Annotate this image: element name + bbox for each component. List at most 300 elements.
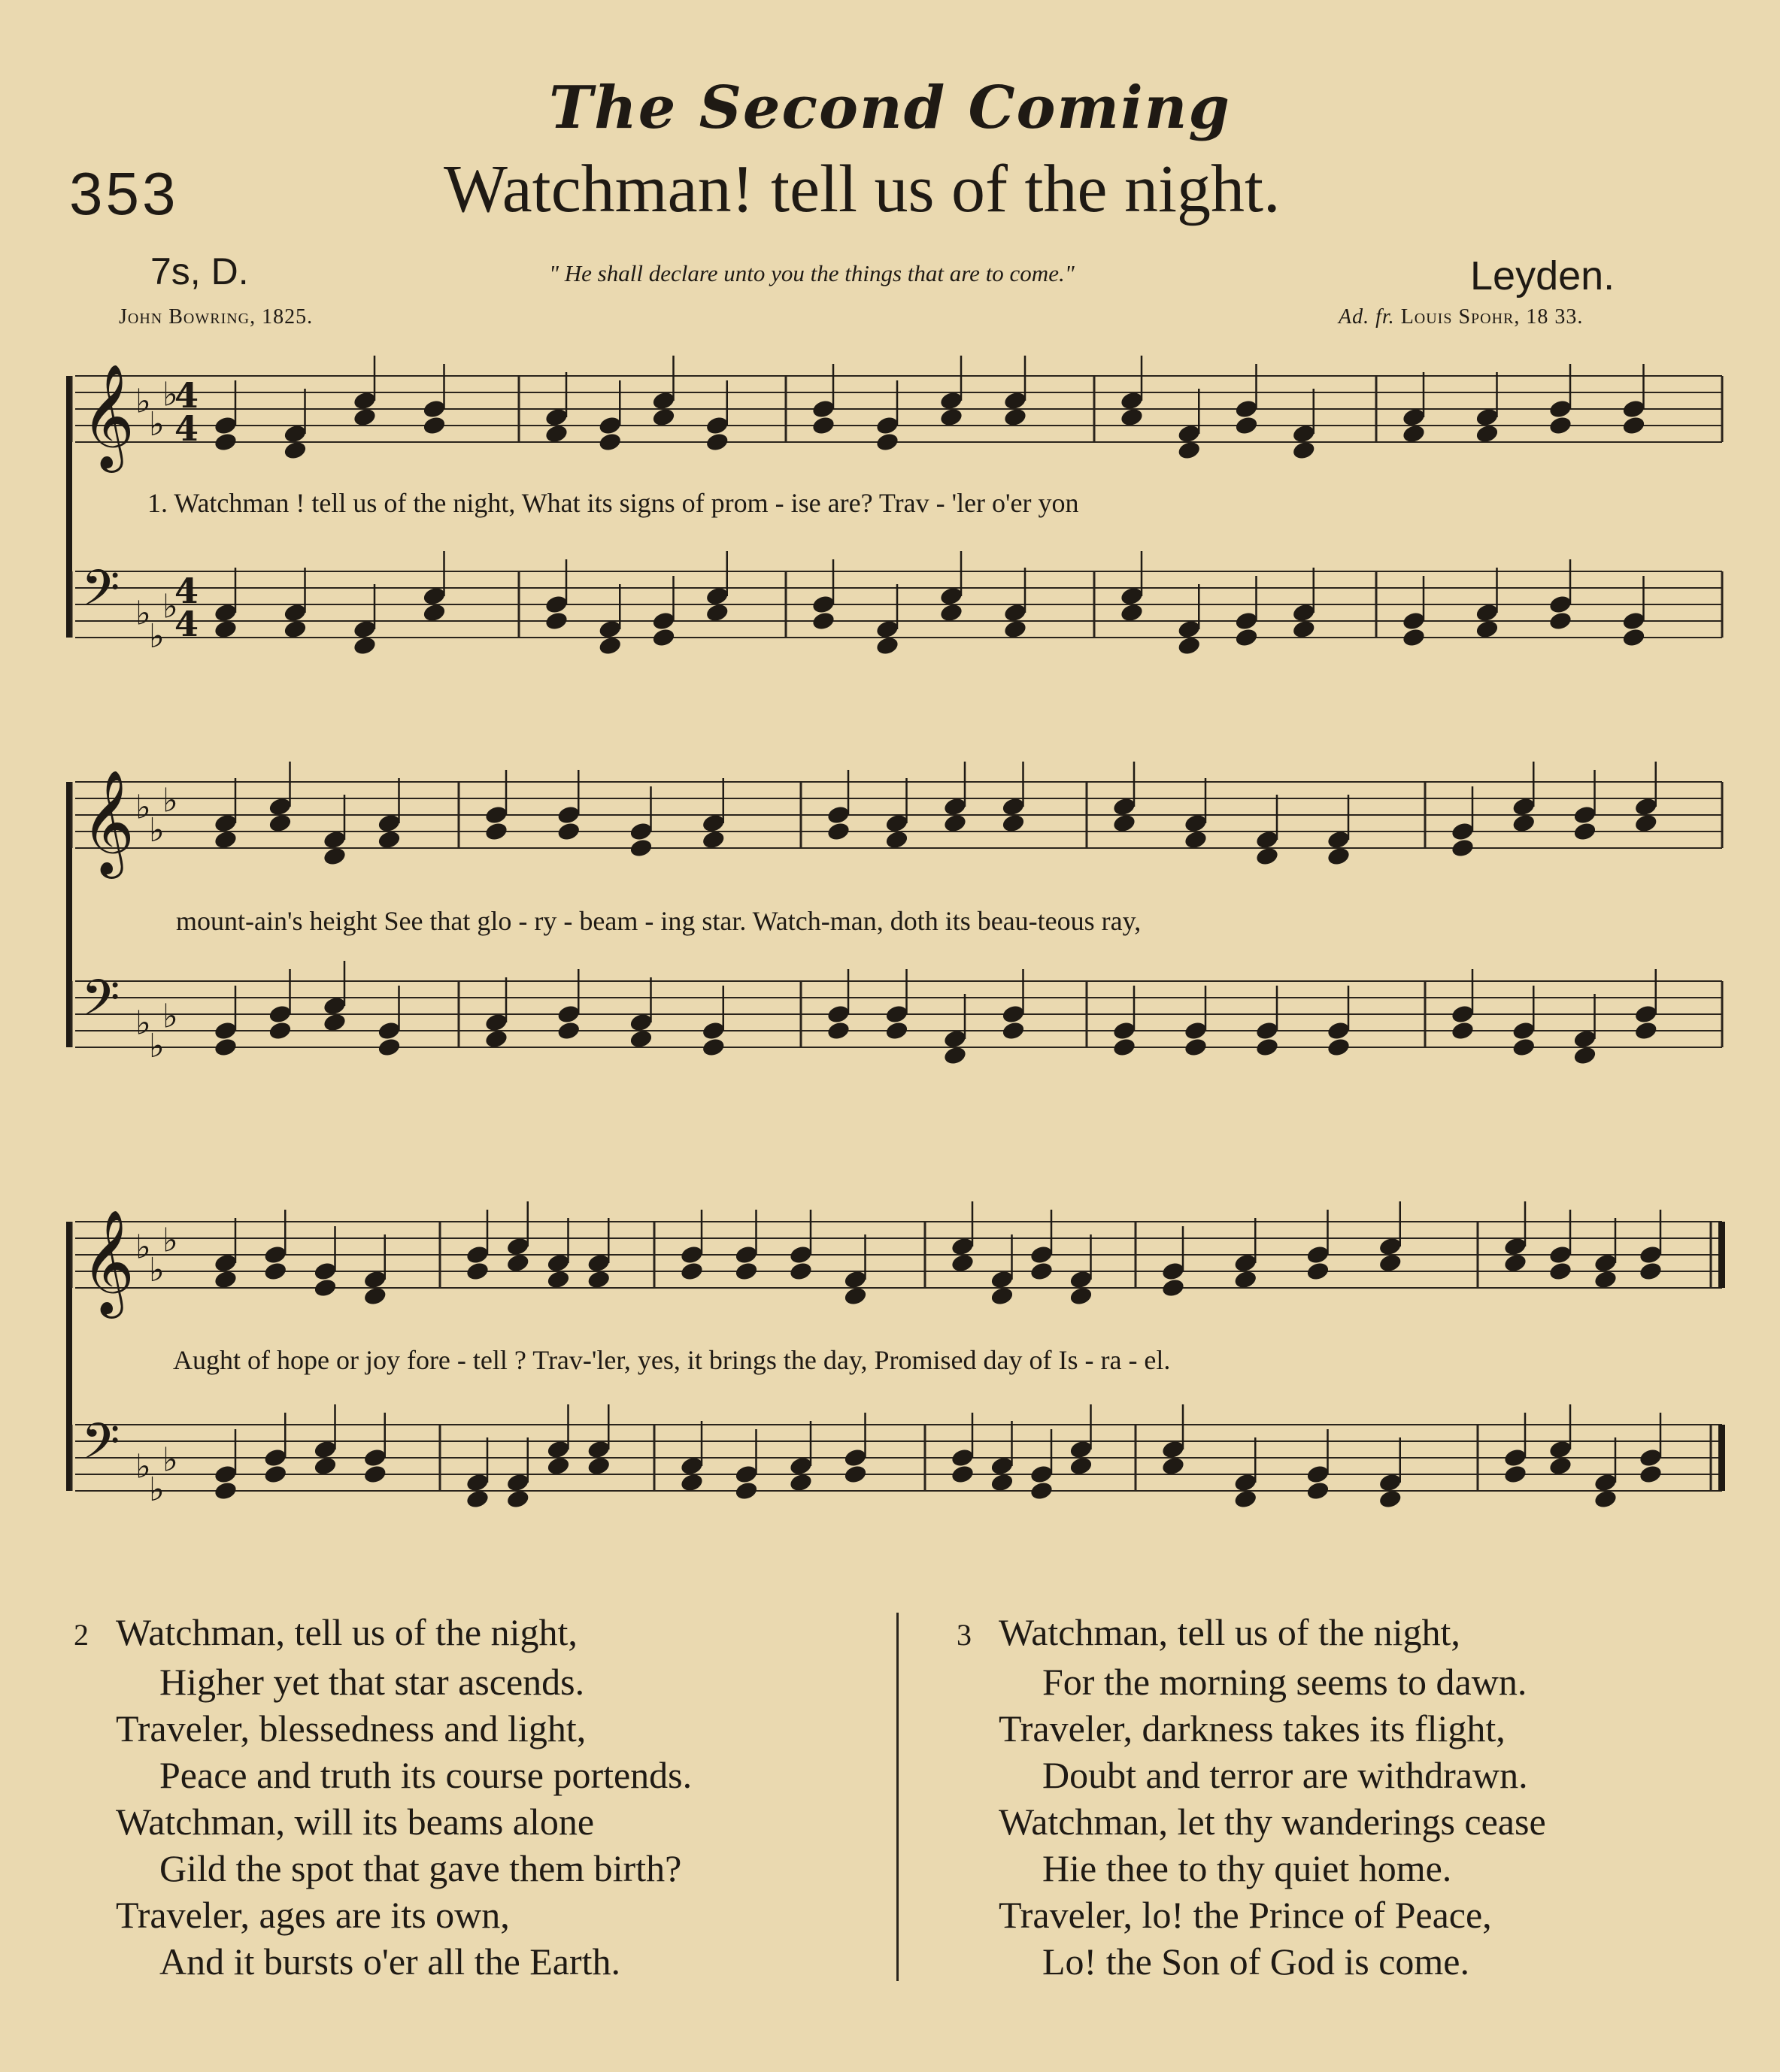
note-head [546,1456,571,1477]
verse-3-line-8: Lo! the Son of God is come. [1042,1940,1469,1983]
note-head [1621,627,1646,648]
note-head [1160,1277,1185,1298]
note-head [1160,1439,1185,1460]
note-head [651,610,676,632]
note-head [322,829,347,850]
note-head [1621,415,1646,436]
note-head [1177,423,1202,444]
note-head [1548,594,1572,615]
composer-prefix: Ad. fr. [1339,305,1395,329]
final-bar-line [1718,1222,1725,1288]
note-head [1111,1020,1136,1041]
verse-2-line-6: Gild the spot that gave them birth? [159,1847,682,1889]
note-head [651,390,676,411]
flat-icon: ♭ [162,1221,178,1260]
note-head [263,1464,288,1485]
note-head [213,432,238,453]
note-head [213,1480,238,1501]
note-head [1001,1020,1026,1041]
note-head [1401,627,1426,648]
note-head [1002,390,1027,411]
note-head [505,1472,530,1493]
note-head [1572,821,1597,842]
note-head [1512,1037,1536,1058]
note-head [1503,1236,1527,1257]
tune-name: Leyden. [1470,253,1615,298]
verse-3-line-1: 3 Watchman, tell us of the night, [957,1609,1546,1659]
note-head [484,1012,508,1033]
note-head [283,440,308,461]
note-head [939,390,963,411]
flat-icon: ♭ [135,788,151,827]
flat-icon: ♭ [162,587,178,626]
flat-icon: ♭ [149,811,165,850]
note-head [544,407,569,428]
note-head [1593,1269,1618,1290]
note-head [990,1456,1014,1477]
note-head [1450,1020,1475,1041]
note-head [1111,813,1136,834]
verse-divider [896,1613,899,1981]
note-head [556,1004,581,1025]
note-head [1633,813,1658,834]
note-head [1233,1472,1258,1493]
note-head [1633,796,1658,817]
hymn-number: 353 [69,160,179,227]
note-head [362,1447,387,1468]
note-head [544,423,569,444]
note-head [1621,610,1646,632]
verse-3-line-7: Traveler, lo! the Prince of Peace, [999,1894,1492,1936]
note-head [843,1464,868,1485]
note-head [1234,398,1259,420]
verse-2-line-4: Peace and truth its course portends. [159,1754,693,1796]
note-head [268,1004,293,1025]
note-head [942,813,967,834]
note-head [1183,1020,1208,1041]
note-head [811,398,835,420]
note-head [484,821,508,842]
final-bar-line [1718,1425,1725,1491]
note-head [213,1253,238,1274]
note-head [875,635,899,656]
note-head [875,432,899,453]
verse-3-line-5: Watchman, let thy wanderings cease [999,1801,1546,1843]
note-head [1378,1472,1402,1493]
note-head [1638,1261,1663,1282]
note-head [651,627,676,648]
note-head [1638,1244,1663,1265]
note-head [826,821,851,842]
note-head [1378,1236,1402,1257]
note-head [263,1244,288,1265]
note-head [1572,804,1597,825]
note-head [213,1020,238,1041]
note-head [705,586,729,607]
note-head [843,1269,868,1290]
note-head [1512,796,1536,817]
note-head [884,1020,909,1041]
note-head [734,1244,759,1265]
note-head [843,1286,868,1307]
note-head [362,1286,387,1307]
note-head [213,619,238,640]
note-head [352,407,377,428]
note-head [362,1464,387,1485]
note-head [679,1244,704,1265]
note-head [1177,635,1202,656]
note-head [1291,423,1316,444]
verse-2-line-7: Traveler, ages are its own, [116,1894,510,1936]
note-head [313,1439,338,1460]
note-head [283,602,308,623]
verse-2-line-2: Higher yet that star ascends. [159,1661,585,1703]
note-head [884,829,909,850]
flat-icon: ♭ [162,997,178,1036]
system-1-lyrics: 1. Watchman ! tell us of the night, What its signs of prom - ise are? Trav - 'ler o'er yon [147,488,1079,518]
note-head [1593,1489,1618,1510]
note-head [213,602,238,623]
note-head [313,1456,338,1477]
note-head [422,415,447,436]
music-system-3 [0,1192,1780,1568]
note-head [1633,1004,1658,1025]
note-head [1254,829,1279,850]
note-head [322,995,347,1016]
note-head [701,1020,726,1041]
note-head [734,1480,759,1501]
note-head [1291,619,1316,640]
note-head [1233,1269,1258,1290]
note-head [598,619,623,640]
note-head [1029,1480,1054,1501]
note-head [587,1269,611,1290]
note-head [1234,610,1259,632]
composer-name: Louis Spohr, 18 33. [1400,305,1584,329]
note-head [1029,1261,1054,1282]
note-head [843,1447,868,1468]
note-head [1069,1439,1093,1460]
note-head [263,1447,288,1468]
flat-icon: ♭ [135,1228,151,1267]
note-head [1572,1045,1597,1066]
note-head [213,813,238,834]
note-head [283,423,308,444]
note-head [1001,1004,1026,1025]
time-signature-top: 4 [174,375,199,416]
note-head [1475,423,1500,444]
note-head [942,796,967,817]
note-head [1001,796,1026,817]
note-head [1234,415,1259,436]
note-head [1401,407,1426,428]
note-head [939,407,963,428]
note-head [1475,407,1500,428]
note-head [505,1489,530,1510]
epigraph: " He shall declare unto you the things that are to come." [549,260,1075,286]
note-head [875,619,899,640]
note-head [942,1045,967,1066]
note-head [811,594,835,615]
note-head [875,415,899,436]
note-head [484,1028,508,1050]
note-head [263,1261,288,1282]
note-head [1069,1456,1093,1477]
note-head [1119,390,1144,411]
time-signature-bottom: 4 [174,408,199,449]
note-head [465,1261,490,1282]
note-head [990,1472,1014,1493]
note-head [556,1020,581,1041]
note-head [629,821,653,842]
time-signature-top: 4 [174,571,199,611]
note-head [1401,423,1426,444]
note-head [1450,838,1475,859]
note-head [1548,610,1572,632]
note-head [1548,415,1572,436]
note-head [1593,1472,1618,1493]
note-head [1254,846,1279,867]
note-head [1069,1286,1093,1307]
note-head [826,1004,851,1025]
note-head [1183,813,1208,834]
note-head [1111,1037,1136,1058]
note-head [1548,1244,1572,1265]
flat-icon: ♭ [149,405,165,444]
note-head [1111,796,1136,817]
note-head [811,415,835,436]
note-head [1254,1020,1279,1041]
note-head [484,804,508,825]
note-head [544,594,569,615]
system-3-lyrics: Aught of hope or joy fore - tell ? Trav-'ler, yes, it brings the day, Promised day of Is - ra - el. [173,1345,1171,1375]
note-head [990,1269,1014,1290]
note-head [705,432,729,453]
flat-icon: ♭ [149,1471,165,1510]
treble-clef-icon: 𝄞 [81,364,135,468]
note-head [1291,602,1316,623]
note-head [352,390,377,411]
note-head [598,415,623,436]
note-head [788,1261,813,1282]
flat-icon: ♭ [135,382,151,421]
note-head [679,1456,704,1477]
note-head [1593,1253,1618,1274]
note-head [1503,1464,1527,1485]
note-head [544,610,569,632]
note-head [884,813,909,834]
bass-clef-icon: 𝄢 [81,1413,120,1483]
verse-2 [74,1609,692,1985]
treble-clef-icon: 𝄞 [81,1210,135,1314]
note-head [1638,1447,1663,1468]
note-head [1002,407,1027,428]
note-head [950,1253,975,1274]
note-head [679,1261,704,1282]
note-head [734,1464,759,1485]
note-head [1119,602,1144,623]
verse-3 [957,1609,1546,1985]
verse-3-line-3: Traveler, darkness takes its flight, [999,1707,1506,1749]
note-head [313,1261,338,1282]
note-head [422,602,447,623]
note-head [322,1012,347,1033]
note-head [1633,1020,1658,1041]
note-head [1326,829,1351,850]
note-head [1183,829,1208,850]
note-head [1234,627,1259,648]
note-head [950,1236,975,1257]
treble-clef-icon: 𝄞 [81,770,135,874]
note-head [213,415,238,436]
note-head [352,635,377,656]
note-head [1119,407,1144,428]
section-title: The Second Coming [549,74,1231,142]
note-head [629,838,653,859]
note-head [465,1244,490,1265]
note-head [629,1012,653,1033]
flat-icon: ♭ [135,1004,151,1043]
note-head [1512,1020,1536,1041]
note-head [1475,602,1500,623]
verse-2-line-3: Traveler, blessedness and light, [116,1707,587,1749]
note-head [1029,1244,1054,1265]
note-head [884,1004,909,1025]
note-head [1475,619,1500,640]
note-head [213,829,238,850]
flat-icon: ♭ [149,1027,165,1066]
note-head [465,1472,490,1493]
note-head [939,602,963,623]
flat-icon: ♭ [135,594,151,633]
note-head [587,1253,611,1274]
note-head [950,1464,975,1485]
bass-clef-icon: 𝄢 [81,969,120,1039]
note-head [505,1253,530,1274]
note-head [377,829,402,850]
verse-3-line-2: For the morning seems to dawn. [1042,1661,1527,1703]
verse-2-line-8: And it bursts o'er all the Earth. [159,1940,621,1983]
note-head [1305,1464,1330,1485]
note-head [701,1037,726,1058]
note-head [1326,846,1351,867]
note-head [1069,1269,1093,1290]
note-head [1233,1489,1258,1510]
note-head [1119,586,1144,607]
note-head [1572,1028,1597,1050]
note-head [1378,1489,1402,1510]
note-head [1548,1439,1572,1460]
note-head [1002,602,1027,623]
note-head [1326,1020,1351,1041]
note-head [1305,1261,1330,1282]
verse-2-line-1: 2 Watchman, tell us of the night, [74,1609,692,1659]
note-head [705,415,729,436]
note-head [1160,1456,1185,1477]
composer [1339,305,1583,329]
note-head [268,813,293,834]
note-head [788,1244,813,1265]
note-head [1548,1261,1572,1282]
note-head [556,821,581,842]
note-head [1254,1037,1279,1058]
note-head [377,1020,402,1041]
note-head [377,813,402,834]
note-head [1621,398,1646,420]
flat-icon: ♭ [162,781,178,820]
author: John Bowring, 1825. [119,305,314,329]
note-head [598,635,623,656]
bass-clef-icon: 𝄢 [81,559,120,629]
note-head [546,1269,571,1290]
note-head [1326,1037,1351,1058]
note-head [1548,398,1572,420]
note-head [1177,440,1202,461]
note-head [546,1439,571,1460]
verse-2-line-5: Watchman, will its beams alone [116,1801,595,1843]
note-head [1503,1447,1527,1468]
note-head [268,796,293,817]
note-head [705,602,729,623]
note-head [990,1286,1014,1307]
note-head [1233,1253,1258,1274]
note-head [734,1261,759,1282]
note-head [322,846,347,867]
note-head [1305,1480,1330,1501]
note-head [1401,610,1426,632]
note-head [213,1269,238,1290]
note-head [701,829,726,850]
note-head [1378,1253,1402,1274]
note-head [422,586,447,607]
note-head [826,804,851,825]
note-head [1548,1456,1572,1477]
note-head [1450,821,1475,842]
flat-icon: ♭ [162,375,178,414]
note-head [1450,1004,1475,1025]
note-head [651,407,676,428]
note-head [422,398,447,420]
system-2-lyrics: mount-ain's height See that glo - ry - beam - ing star. Watch-man, doth its beau-teous ray, [176,906,1142,936]
note-head [546,1253,571,1274]
note-head [826,1020,851,1041]
note-head [587,1456,611,1477]
note-head [788,1456,813,1477]
note-head [1183,1037,1208,1058]
note-head [283,619,308,640]
note-head [1512,813,1536,834]
note-head [1160,1261,1185,1282]
meter: 7s, D. [150,250,249,292]
flat-icon: ♭ [162,1440,178,1480]
note-head [313,1277,338,1298]
note-head [679,1472,704,1493]
verse-3-line-6: Hie thee to thy quiet home. [1042,1847,1452,1889]
note-head [811,610,835,632]
note-head [1177,619,1202,640]
note-head [587,1439,611,1460]
note-head [788,1472,813,1493]
verse-number: 2 [74,1618,89,1652]
time-signature-bottom: 4 [174,604,199,644]
flat-icon: ♭ [149,1251,165,1290]
note-head [505,1236,530,1257]
note-head [1503,1253,1527,1274]
verse-3-line-4: Doubt and terror are withdrawn. [1042,1754,1528,1796]
note-head [1002,619,1027,640]
note-head [1291,440,1316,461]
note-head [352,619,377,640]
